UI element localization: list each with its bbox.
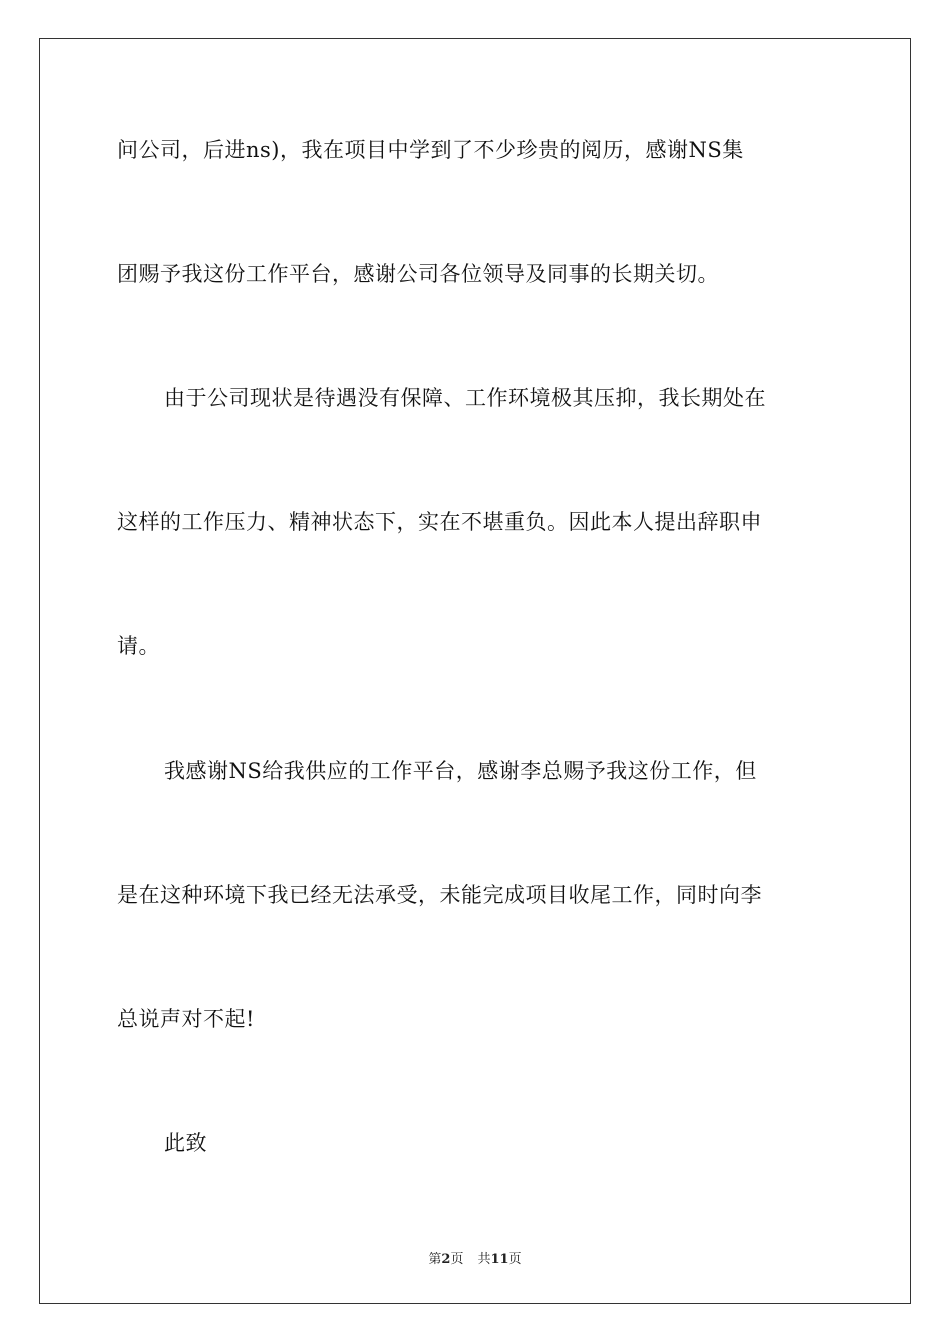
footer-page-prefix: 第 <box>428 1252 442 1267</box>
body-line-2: 团赐予我这份工作平台，感谢公司各位领导及同事的长期关切。 <box>117 262 719 286</box>
body-line-5: 请。 <box>117 634 160 658</box>
page-footer <box>0 1248 950 1267</box>
body-line-6: 我感谢NS给我供应的工作平台，感谢李总赐予我这份工作，但 <box>164 759 757 783</box>
footer-page-number: 2 <box>441 1252 451 1267</box>
footer-page-suffix: 页 <box>450 1252 464 1267</box>
body-line-3: 由于公司现状是待遇没有保障、工作环境极其压抑，我长期处在 <box>164 386 766 410</box>
footer-total-pages: 11 <box>490 1252 509 1267</box>
body-line-4: 这样的工作压力、精神状态下，实在不堪重负。因此本人提出辞职申 <box>117 510 762 534</box>
footer-total-prefix: 共 <box>477 1252 491 1267</box>
footer-total-suffix: 页 <box>508 1252 522 1267</box>
body-line-7: 是在这种环境下我已经无法承受，未能完成项目收尾工作，同时向李 <box>117 883 762 907</box>
page-border <box>39 38 911 1304</box>
closing-salutation: 此致 <box>164 1131 207 1155</box>
body-line-1: 问公司，后进ns)，我在项目中学到了不少珍贵的阅历，感谢NS集 <box>117 138 744 162</box>
body-line-8: 总说声对不起! <box>117 1007 255 1031</box>
